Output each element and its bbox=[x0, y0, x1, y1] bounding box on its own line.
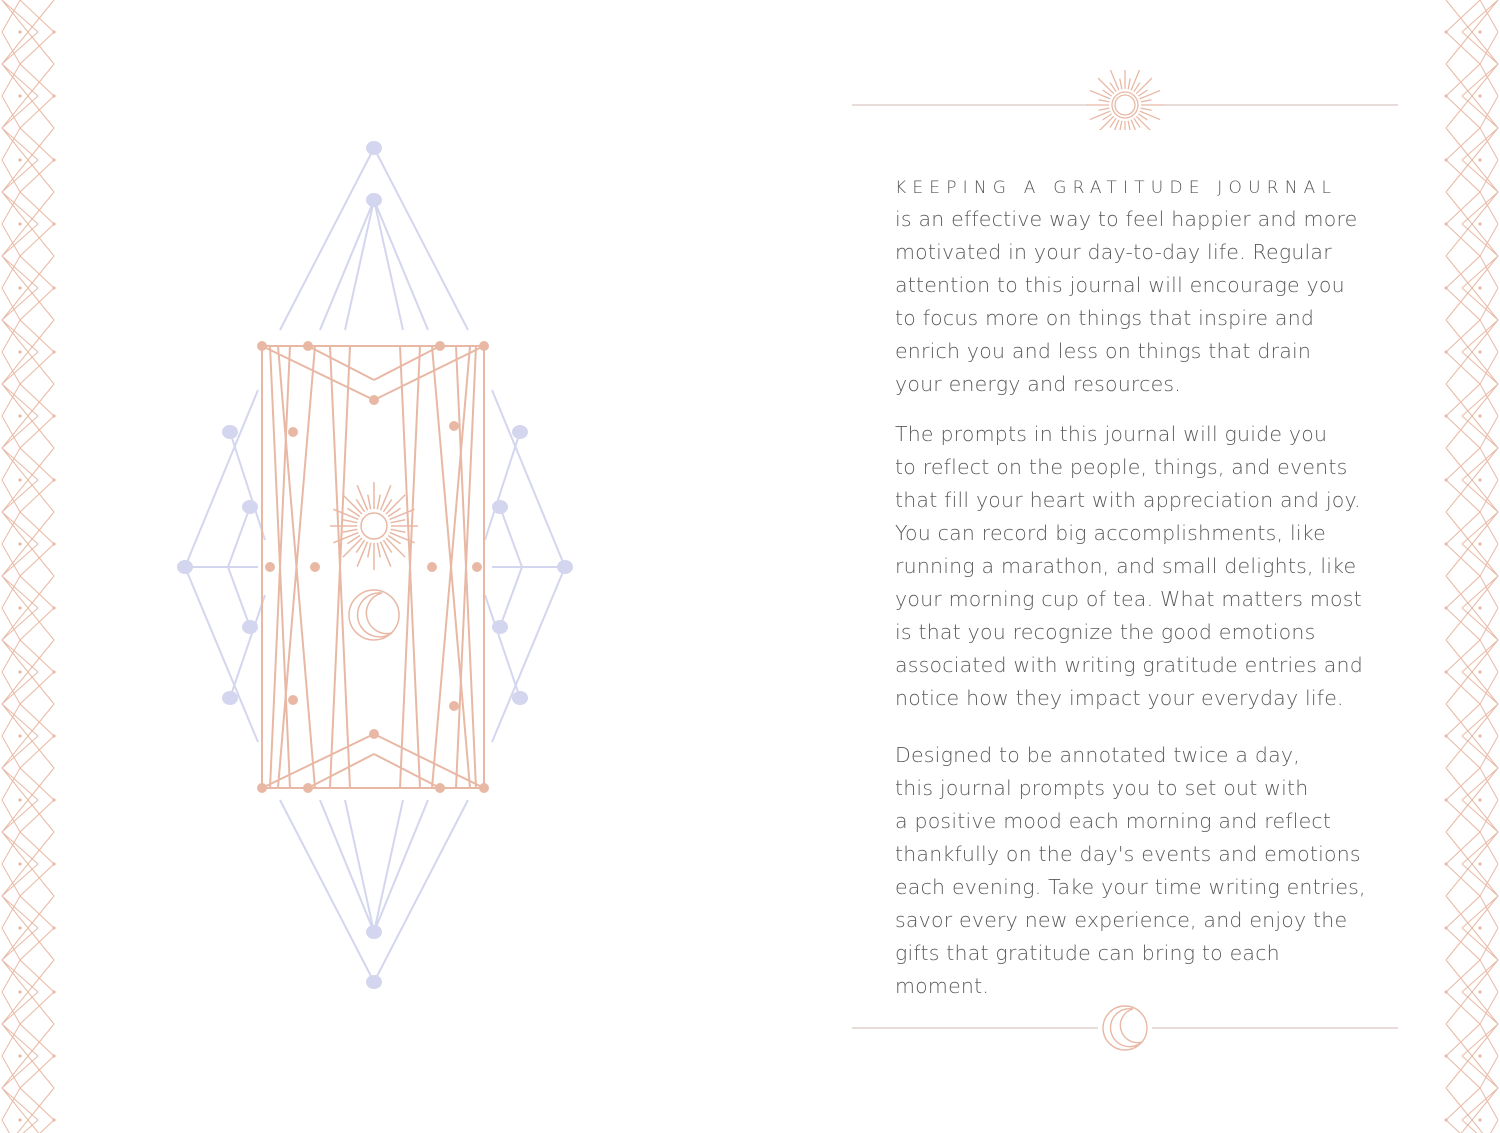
left-lattice-border bbox=[0, 0, 56, 1133]
section-heading: KEEPING A GRATITUDE JOURNAL bbox=[895, 178, 1338, 198]
intro-text bbox=[895, 174, 1375, 1003]
peach-frame bbox=[262, 346, 484, 788]
top-divider bbox=[850, 70, 1400, 130]
lavender-frame bbox=[185, 148, 565, 982]
geometric-illustration bbox=[170, 130, 580, 1000]
right-lattice-border bbox=[1444, 0, 1500, 1133]
sun-icon bbox=[1087, 70, 1163, 130]
bottom-divider bbox=[850, 998, 1400, 1058]
sun-icon bbox=[330, 482, 418, 570]
paragraph-3: Designed to be annotated twice a day, this journal prompts you to set out with a positive mood each morning and reflect thankfully on the day's events and emotions each evening. Take your time writing entries, savor every new experience, and enjoy the gifts that gratitude can bring to each moment. bbox=[895, 743, 1366, 998]
peach-dots bbox=[257, 341, 489, 793]
paragraph-2: The prompts in this journal will guide you to reflect on the people, things, and events that fill your heart with appreciation and joy. You can record big accomplishments, like running a marathon, and small delights, like your morning cup of tea. What matters most is that you recognize the good emotions associated with writing gratitude entries and notice how they impact your everyday life. bbox=[895, 422, 1363, 710]
paragraph-1: is an effective way to feel happier and more motivated in your day-to-day life. Regular attention to this journal will encourage you to focus more on things that inspire and enrich you and less on things that drain your energy and resources. bbox=[895, 207, 1358, 396]
crescent-moon-icon bbox=[349, 590, 399, 640]
crescent-moon-icon bbox=[1103, 1006, 1147, 1050]
lavender-dots bbox=[177, 141, 573, 989]
